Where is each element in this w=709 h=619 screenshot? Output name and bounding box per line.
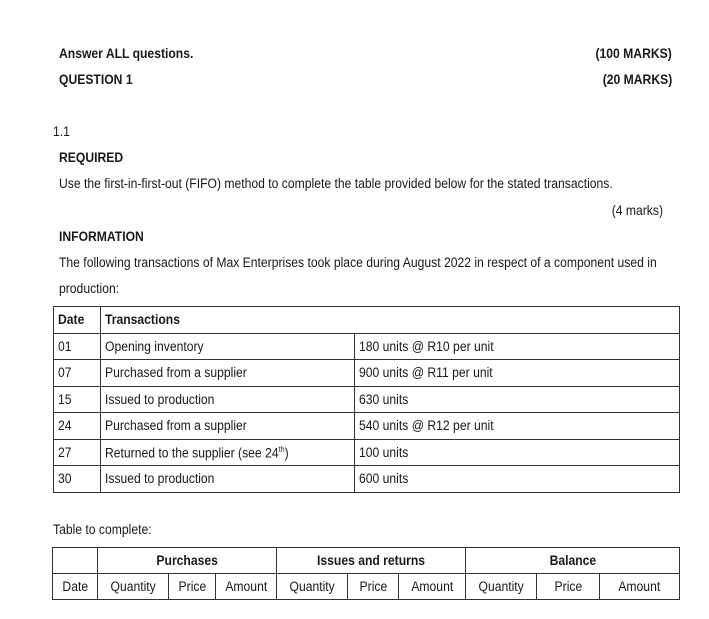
- transactions-table: [53, 306, 680, 493]
- column-purchases-amount: Amount: [216, 574, 277, 600]
- table-row: [54, 413, 680, 440]
- column-header-row: [53, 574, 680, 600]
- table-row: [54, 386, 680, 413]
- column-issues-amount: Amount: [399, 574, 466, 600]
- row-detail: 100 units: [355, 439, 680, 466]
- section-number: 1.1: [53, 124, 70, 139]
- row-description: Issued to production: [101, 466, 355, 493]
- column-balance-quantity: Quantity: [466, 574, 537, 600]
- blank-header-cell: [53, 548, 98, 574]
- table-row: [54, 360, 680, 387]
- header-date: Date: [54, 307, 101, 334]
- row-date: 27: [54, 439, 101, 466]
- row-detail: 600 units: [355, 466, 680, 493]
- instruction-text: Answer ALL questions.: [59, 46, 194, 61]
- table-row: [54, 333, 680, 360]
- information-text-line2: production:: [59, 281, 120, 296]
- row-detail: 540 units @ R12 per unit: [355, 413, 680, 440]
- table-row: [54, 439, 680, 466]
- required-marks: (4 marks): [611, 203, 663, 218]
- column-balance-price: Price: [537, 574, 600, 600]
- information-text-line1: The following transactions of Max Enterprises took place during August 2022 in respect of a component used in: [59, 255, 657, 270]
- row-date: 01: [54, 333, 101, 360]
- column-issues-quantity: Quantity: [277, 574, 348, 600]
- row-date: 30: [54, 466, 101, 493]
- required-text: Use the first-in-first-out (FIFO) method to complete the table provided below for the stated transactions.: [59, 176, 613, 191]
- group-header-row: [53, 548, 680, 574]
- row-date: 07: [54, 360, 101, 387]
- row-description: Opening inventory: [101, 333, 355, 360]
- row-description: Purchased from a supplier: [101, 413, 355, 440]
- group-balance: Balance: [466, 548, 680, 574]
- column-purchases-quantity: Quantity: [98, 574, 169, 600]
- row-date: 15: [54, 386, 101, 413]
- row-date: 24: [54, 413, 101, 440]
- group-issues-returns: Issues and returns: [277, 548, 466, 574]
- row-description: Issued to production: [101, 386, 355, 413]
- header-transactions: Transactions: [101, 307, 680, 334]
- required-heading: REQUIRED: [59, 150, 124, 165]
- column-balance-amount: Amount: [600, 574, 680, 600]
- row-description: Purchased from a supplier: [101, 360, 355, 387]
- total-marks: (100 MARKS): [595, 46, 672, 61]
- group-purchases: Purchases: [98, 548, 277, 574]
- information-heading: INFORMATION: [59, 229, 144, 244]
- row-detail: 900 units @ R11 per unit: [355, 360, 680, 387]
- question-marks: (20 MARKS): [602, 72, 672, 87]
- table-header-row: [54, 307, 680, 334]
- column-date: Date: [53, 574, 98, 600]
- question-title: QUESTION 1: [59, 72, 133, 87]
- row-detail: 180 units @ R10 per unit: [355, 333, 680, 360]
- column-purchases-price: Price: [169, 574, 216, 600]
- row-description: Returned to the supplier (see 24th): [101, 439, 355, 466]
- table-row: [54, 466, 680, 493]
- table-caption: Table to complete:: [53, 522, 152, 537]
- fifo-table-to-complete: [52, 547, 680, 600]
- row-detail: 630 units: [355, 386, 680, 413]
- column-issues-price: Price: [348, 574, 399, 600]
